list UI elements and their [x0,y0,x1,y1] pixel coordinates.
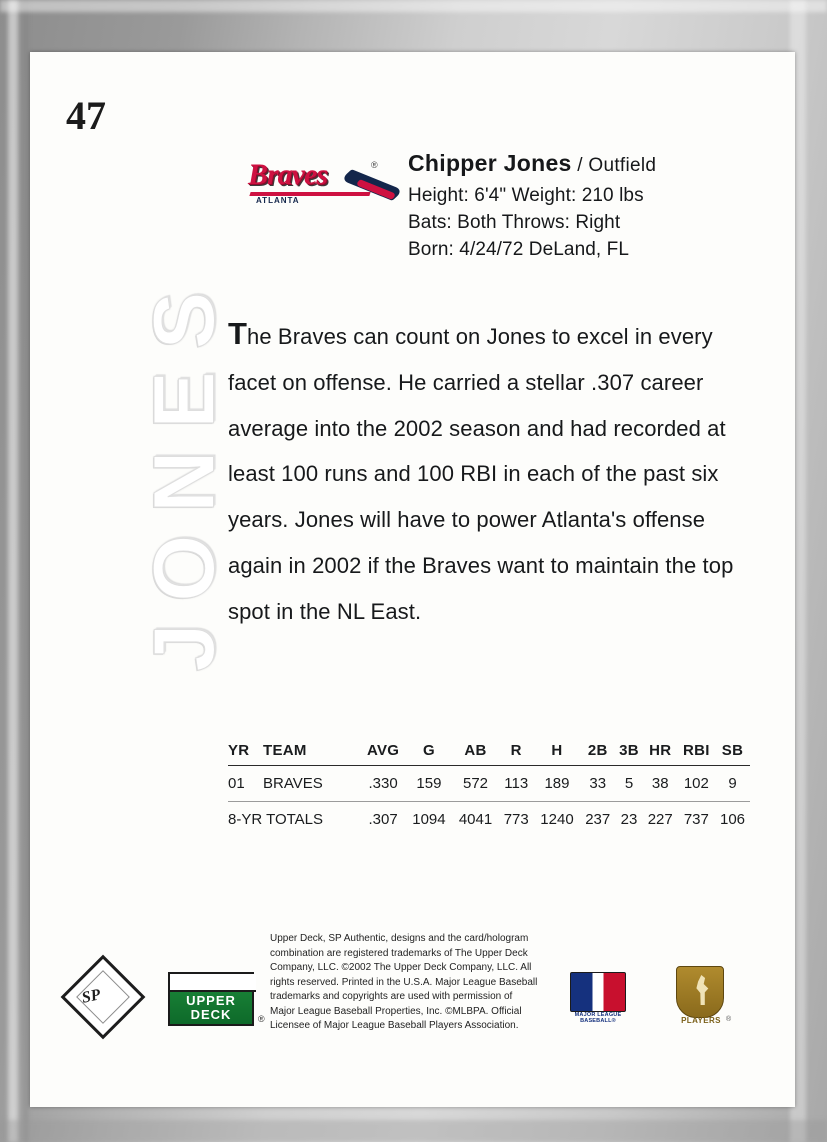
stats-cell-sb: 9 [715,766,750,802]
upper-deck-logo [168,972,254,1026]
stats-cell-g: 159 [406,766,453,802]
stats-cell-avg: .307 [368,811,398,828]
stats-cell-h: 189 [534,766,581,802]
stats-cell-hr: 38 [643,766,678,802]
mlbpa-shield-icon [676,966,724,1018]
player-born: Born: 4/24/72 DeLand, FL [408,238,630,260]
upper-deck-line-2: DECK [190,1006,232,1022]
stats-cell-totals-label: 8-YR TOTALS [228,811,324,828]
stats-header-hr: HR [643,742,678,766]
stats-header-h: H [534,742,581,766]
sp-logo-text: SP [80,986,103,1007]
team-logo-registered-mark: ® [371,160,378,170]
mlbpa-caption: PLAYERS [681,1016,721,1025]
sleeve-highlight-top [0,0,827,12]
stats-header-row [228,742,750,766]
player-bats-throws: Bats: Both Throws: Right [408,211,621,233]
upper-deck-line-1: UPPER [186,993,236,1008]
stats-cell-2b: 237 [585,811,611,828]
stats-cell-rbi: 737 [683,811,709,828]
stats-cell-g: 1094 [412,811,446,828]
table-row [228,802,750,835]
card-footer [30,932,795,1072]
player-info-block [408,150,748,264]
table-row [228,766,750,802]
stats-cell-hr: 227 [647,811,673,828]
stats-cell-rbi: 102 [678,766,715,802]
bio-text: he Braves can count on Jones to excel in every facet on offense. He carried a stellar .307 career average into the 2002 season and had recorded at least 100 runs and 100 RBI in each of the past six years. Jones will have to power Atlanta's offense again in 2002 if the Braves want to maintain the top spot in the NL East. [228,324,734,624]
sp-authentic-logo [68,962,138,1032]
stats-cell-3b: 23 [620,811,638,828]
stats-header-r: R [499,742,534,766]
player-height-weight: Height: 6'4" Weight: 210 lbs [408,185,644,206]
stats-cell-3b: 5 [615,766,643,802]
stats-header-ab: AB [452,742,499,766]
upper-deck-registered-mark: ® [258,1014,265,1024]
team-logo-city: ATLANTA [256,196,300,205]
baseball-card-back [30,52,795,1107]
stats-header-avg: AVG [361,742,406,766]
mlbpa-logo [670,966,732,1032]
stats-cell-r: 773 [503,811,529,828]
stats-cell-ab: 4041 [458,811,493,828]
upper-deck-swoosh-icon [170,974,256,992]
bio-dropcap: T [228,316,248,351]
stats-header-rbi: RBI [678,742,715,766]
player-position: Outfield [588,155,657,176]
mlb-logo [570,972,628,1026]
stats-cell-yr: 01 [228,766,263,802]
stats-cell-h: 1240 [540,811,574,828]
team-logo-script: Braves [248,158,327,191]
mlb-batter-icon [570,972,626,1012]
stats-cell-sb: 106 [719,811,746,828]
legal-text: Upper Deck, SP Authentic, designs and the card/hologram combination are registered trademarks of The Upper Deck Company, LLC. ©2002 The Upper Deck Company, LLC. All rights reserved. Printed in the U.S.A. Major League Baseball trademarks and copyrights are used with permission of Major League Baseball Properties, Inc. ©MLBPA. Official Licensee of Major League Baseball Players Association. [270,933,538,1031]
sleeve-shadow-left [24,0,28,1142]
batter-silhouette-icon [593,981,603,1003]
stats-header-3b: 3B [615,742,643,766]
stats-cell-2b: 33 [580,766,615,802]
sleeve-highlight-left [8,0,18,1142]
stats-cell-team: BRAVES [263,766,361,802]
stats-table [228,742,750,834]
watermark-player-surname: JONES [136,269,233,672]
stats-header-team: TEAM [263,742,361,766]
player-name-line [408,150,748,177]
mlb-caption: MAJOR LEAGUE BASEBALL® [574,1012,622,1024]
mlbpa-registered-mark: ® [726,1016,732,1023]
mlbpa-batter-icon [695,975,709,1005]
diamond-shape-icon [61,955,146,1040]
upper-deck-wordmark [170,994,252,1021]
player-bio [228,314,750,634]
stats-header-g: G [406,742,453,766]
stats-cell-ab: 572 [452,766,499,802]
stats-header-2b: 2B [580,742,615,766]
sleeve-shadow-bottom [0,1120,827,1142]
stats-cell-r: 113 [499,766,534,802]
stats-header-sb: SB [715,742,750,766]
player-name: Chipper Jones [408,150,572,176]
player-name-separator: / [571,155,589,176]
card-number: 47 [66,93,106,138]
stats-cell-avg: .330 [361,766,406,802]
stats-header-yr: YR [228,742,263,766]
team-logo [248,152,403,227]
